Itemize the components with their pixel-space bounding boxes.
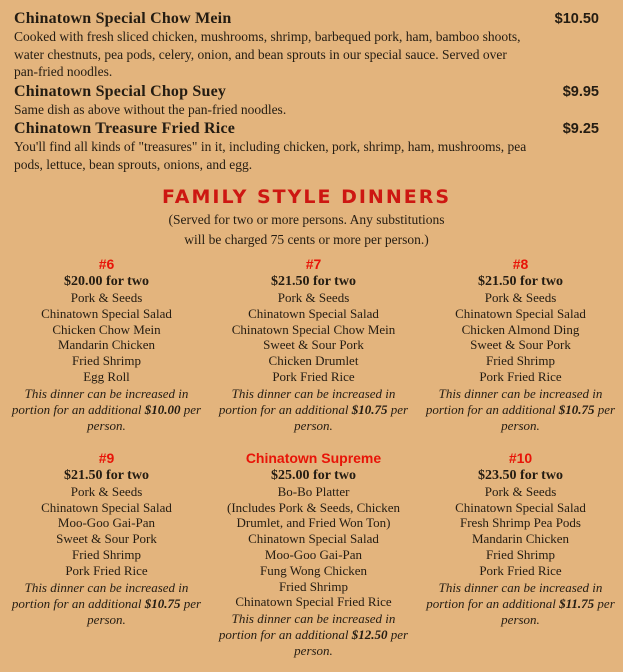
menu-item-line: Bo-Bo Platter xyxy=(277,483,350,499)
menu-item-line: Pork Fried Rice xyxy=(479,368,562,384)
dinner-price: $21.50 for two xyxy=(478,274,563,289)
note-text: This dinner can be increased in portion for an additional xyxy=(426,579,603,611)
dinner-price: $21.50 for two xyxy=(64,467,149,483)
dinner-items xyxy=(213,484,414,610)
dinner-price: $21.50 for two xyxy=(271,274,356,289)
menu-item-line: Chinatown Special Chow Mein xyxy=(231,321,396,337)
menu-item-line: Chinatown Special Fried Rice xyxy=(235,594,392,610)
menu-item-line: Egg Roll xyxy=(83,368,130,384)
dish-name: Chinatown Special Chop Suey xyxy=(14,82,227,100)
menu-item-line: Fried Shrimp xyxy=(72,546,141,562)
dinner-items xyxy=(6,484,207,579)
dish-price: $9.25 xyxy=(562,121,599,137)
note-price: $11.75 xyxy=(559,595,595,611)
menu-item-line: Fried Shrimp xyxy=(486,353,555,369)
note-text: per person. xyxy=(294,627,409,659)
note-price: $10.75 xyxy=(558,401,595,417)
menu-item-line: Pork & Seeds xyxy=(70,290,143,305)
entry-header xyxy=(14,120,599,138)
menu-item-line: Fried Shrimp xyxy=(72,353,141,369)
dinner-card-10 xyxy=(420,450,621,659)
dinner-note xyxy=(6,386,207,434)
note-text: This dinner can be increased in portion for an additional xyxy=(425,385,603,417)
menu-item-line: Pork & Seeds xyxy=(70,483,143,499)
menu-item-line: Pork & Seeds xyxy=(484,483,557,499)
menu-item-line: Chinatown Special Salad xyxy=(41,305,172,321)
menu-item-line: Moo-Goo Gai-Pan xyxy=(264,546,363,562)
dinner-grid xyxy=(6,256,621,659)
dinner-note xyxy=(213,611,414,659)
menu-item-line: Pork & Seeds xyxy=(484,290,557,305)
dinner-note xyxy=(420,580,621,628)
menu-entry-chop-suey xyxy=(14,83,599,119)
menu-item-line: (Includes Pork & Seeds, Chicken Drumlet, and Fried Won Ton) xyxy=(227,499,400,531)
entry-header xyxy=(14,10,599,28)
note-text: per person. xyxy=(294,401,409,433)
menu-item-line: Chicken Drumlet xyxy=(268,353,359,369)
dinner-items xyxy=(6,290,207,385)
dish-description: Same dish as above without the pan-fried noodles. xyxy=(14,101,287,117)
menu-item-line: Chinatown Special Salad xyxy=(248,305,379,321)
note-text: This dinner can be increased in portion for an additional xyxy=(218,385,396,417)
note-text: per person. xyxy=(501,401,616,433)
dinner-card-supreme xyxy=(213,450,414,659)
menu-item-line: Pork Fried Rice xyxy=(272,368,355,384)
menu-item-line: Chinatown Special Salad xyxy=(455,499,586,515)
menu-item-line: Chicken Almond Ding xyxy=(461,321,580,337)
menu-item-line: Pork Fried Rice xyxy=(65,562,148,578)
note-text: per person. xyxy=(87,401,202,433)
dinner-number: #7 xyxy=(305,256,322,272)
dish-description: Cooked with fresh sliced chicken, mushrooms, shrimp, barbequed pork, ham, bamboo shoots, water chestnuts, pea pods, celery, onion, and bean sprouts in our special sauce. Served over pan-fried noodles. xyxy=(14,29,521,79)
dinner-items xyxy=(420,290,621,385)
menu-item-line: Chicken Chow Mein xyxy=(52,321,161,337)
menu-item-line: Fried Shrimp xyxy=(486,546,555,562)
section-title: FAMILY STYLE DINNERS xyxy=(161,186,452,208)
menu-item-line: Fresh Shrimp Pea Pods xyxy=(460,515,581,531)
dinner-note xyxy=(213,386,414,434)
menu-item-line: Pork Fried Rice xyxy=(479,562,562,578)
dinner-price: $25.00 for two xyxy=(271,467,356,483)
menu-item-line: Sweet & Sour Pork xyxy=(470,337,571,353)
dinner-number: #10 xyxy=(508,449,533,466)
note-text: per person. xyxy=(501,595,615,627)
menu-item-line: Moo-Goo Gai-Pan xyxy=(57,515,156,531)
note-text: This dinner can be increased in portion for an additional xyxy=(218,611,396,643)
note-price: $10.75 xyxy=(351,401,388,417)
dinner-items xyxy=(213,290,414,385)
entry-header xyxy=(14,83,599,101)
dinner-number: #9 xyxy=(98,449,115,466)
dish-description: You'll find all kinds of "treasures" in it, including chicken, pork, shrimp, ham, mushrooms, pea pods, lettuce, bean sprouts, onions, and egg. xyxy=(14,139,527,172)
section-subtitle-line1: (Served for two or more persons. Any substitutions xyxy=(168,212,445,227)
menu-item-line: Chinatown Special Salad xyxy=(455,305,586,321)
dinner-number: #8 xyxy=(512,256,529,272)
note-text: per person. xyxy=(87,595,202,627)
menu-item-line: Chinatown Special Salad xyxy=(41,499,172,515)
section-subtitle-line2: will be charged 75 cents or more per person.) xyxy=(184,232,429,247)
menu-item-line: Mandarin Chicken xyxy=(57,337,156,353)
dish-name: Chinatown Treasure Fried Rice xyxy=(14,120,236,137)
dish-price: $10.50 xyxy=(554,11,599,27)
note-text: This dinner can be increased in portion for an additional xyxy=(11,385,189,417)
dish-name: Chinatown Special Chow Mein xyxy=(14,10,232,27)
dinner-note xyxy=(420,386,621,434)
menu-item-line: Fung Wong Chicken xyxy=(259,562,368,578)
dinner-price: $20.00 for two xyxy=(64,274,149,289)
note-price: $12.50 xyxy=(351,627,388,643)
menu-item-line: Pork & Seeds xyxy=(277,290,350,305)
note-price: $10.00 xyxy=(144,401,181,417)
menu-entry-fried-rice xyxy=(14,120,599,173)
dinner-card-8 xyxy=(420,256,621,434)
menu-item-line: Chinatown Special Salad xyxy=(248,531,379,547)
dinner-card-7 xyxy=(213,256,414,434)
dinner-card-9 xyxy=(6,450,207,659)
menu-item-line: Fried Shrimp xyxy=(279,578,348,594)
dinner-price: $23.50 for two xyxy=(478,467,563,483)
dinner-items xyxy=(420,484,621,579)
menu-entry-chow-mein xyxy=(14,10,599,81)
menu-item-line: Sweet & Sour Pork xyxy=(56,531,157,547)
dinner-number: #6 xyxy=(98,256,115,272)
dinner-number: Chinatown Supreme xyxy=(245,449,382,466)
dinner-card-6 xyxy=(6,256,207,434)
note-price: $10.75 xyxy=(144,595,181,611)
menu-item-line: Sweet & Sour Pork xyxy=(263,337,364,353)
dinner-note xyxy=(6,580,207,628)
note-text: This dinner can be increased in portion for an additional xyxy=(11,579,189,611)
menu-item-line: Mandarin Chicken xyxy=(471,531,570,547)
dish-price: $9.95 xyxy=(562,83,599,100)
